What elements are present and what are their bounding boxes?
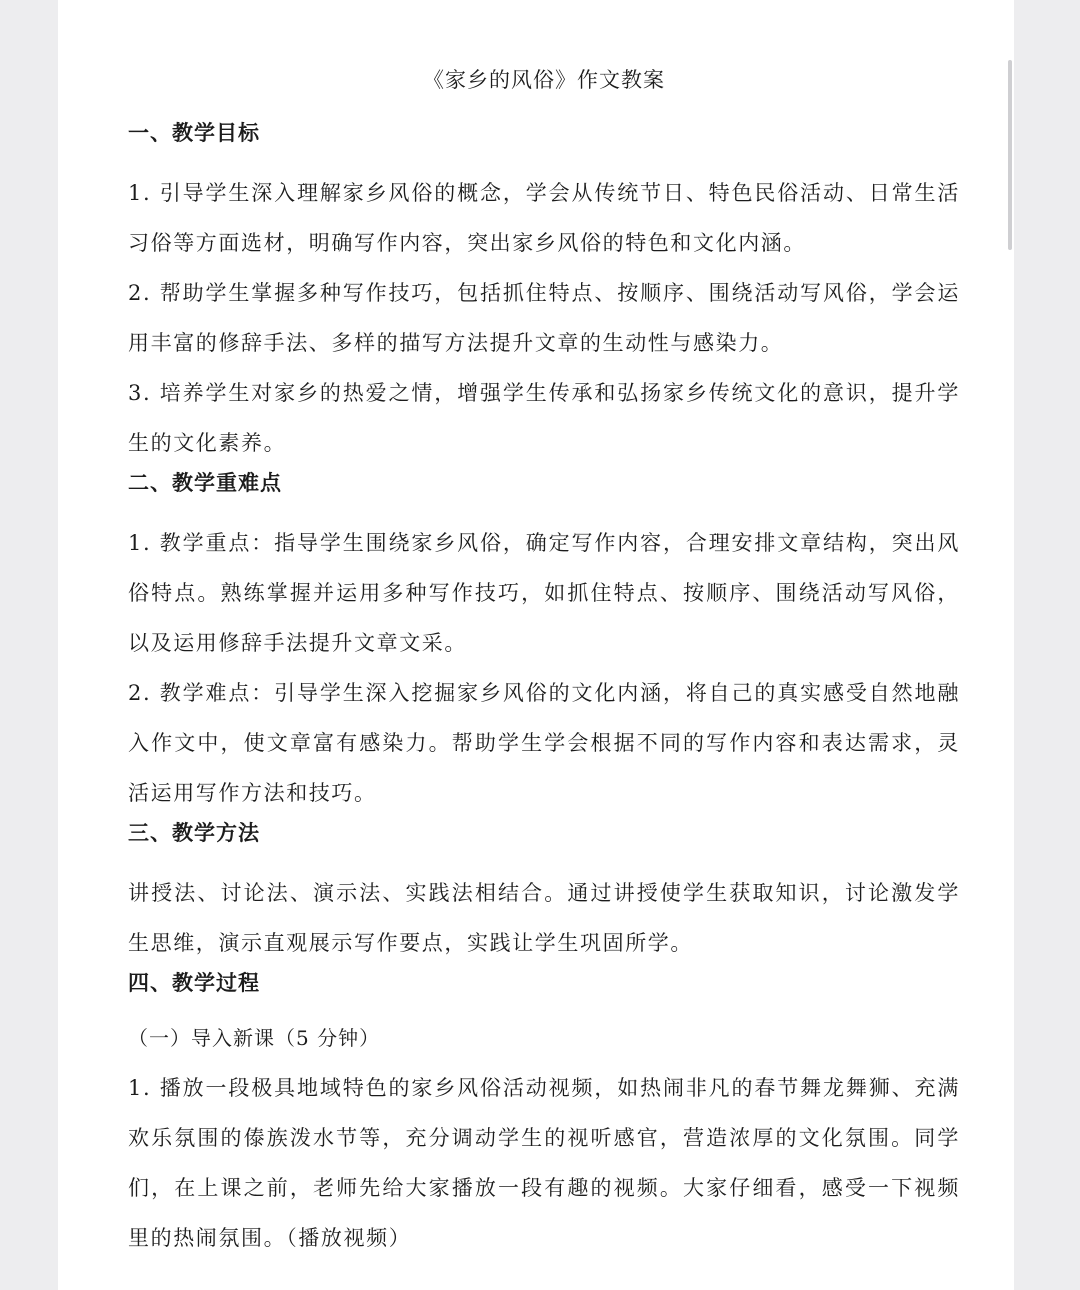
document-title: 《家乡的风俗》作文教案 bbox=[423, 68, 665, 92]
paragraph: 讲授法、讨论法、演示法、实践法相结合。通过讲授使学生获取知识，讨论激发学生思维，演示直观展示写作要点，实践让学生巩固所学。 bbox=[128, 881, 960, 955]
section-heading-methods: 三、教学方法 bbox=[128, 821, 260, 845]
paragraph: 1. 教学重点：指导学生围绕家乡风俗，确定写作内容，合理安排文章结构，突出风俗特点。熟练掌握并运用多种写作技巧，如抓住特点、按顺序、围绕活动写风俗，以及运用修辞手法提升文章文采。 bbox=[128, 531, 960, 655]
section-heading-goals: 一、教学目标 bbox=[128, 121, 260, 145]
subsection-heading: （一）导入新课（5 分钟） bbox=[128, 1026, 381, 1050]
document-page bbox=[58, 0, 1014, 1290]
paragraph: 2. 教学难点：引导学生深入挖掘家乡风俗的文化内涵，将自己的真实感受自然地融入作文中，使文章富有感染力。帮助学生学会根据不同的写作内容和表达需求，灵活运用写作方法和技巧。 bbox=[128, 681, 960, 805]
paragraph: 1. 播放一段极具地域特色的家乡风俗活动视频，如热闹非凡的春节舞龙舞狮、充满欢乐氛围的傣族泼水节等，充分调动学生的视听感官，营造浓厚的文化氛围。同学们，在上课之前，老师先给大家播放一段有趣的视频。大家仔细看，感受一下视频里的热闹氛围。（播放视频） bbox=[128, 1076, 960, 1250]
section-heading-process: 四、教学过程 bbox=[128, 971, 260, 995]
paragraph: 3. 培养学生对家乡的热爱之情，增强学生传承和弘扬家乡传统文化的意识，提升学生的文化素养。 bbox=[128, 381, 960, 455]
section-heading-key-points: 二、教学重难点 bbox=[128, 471, 282, 495]
paragraph: 1. 引导学生深入理解家乡风俗的概念，学会从传统节日、特色民俗活动、日常生活习俗等方面选材，明确写作内容，突出家乡风俗的特色和文化内涵。 bbox=[128, 181, 960, 255]
scrollbar[interactable] bbox=[1008, 60, 1012, 250]
paragraph: 2. 帮助学生掌握多种写作技巧，包括抓住特点、按顺序、围绕活动写风俗，学会运用丰富的修辞手法、多样的描写方法提升文章的生动性与感染力。 bbox=[128, 281, 960, 355]
